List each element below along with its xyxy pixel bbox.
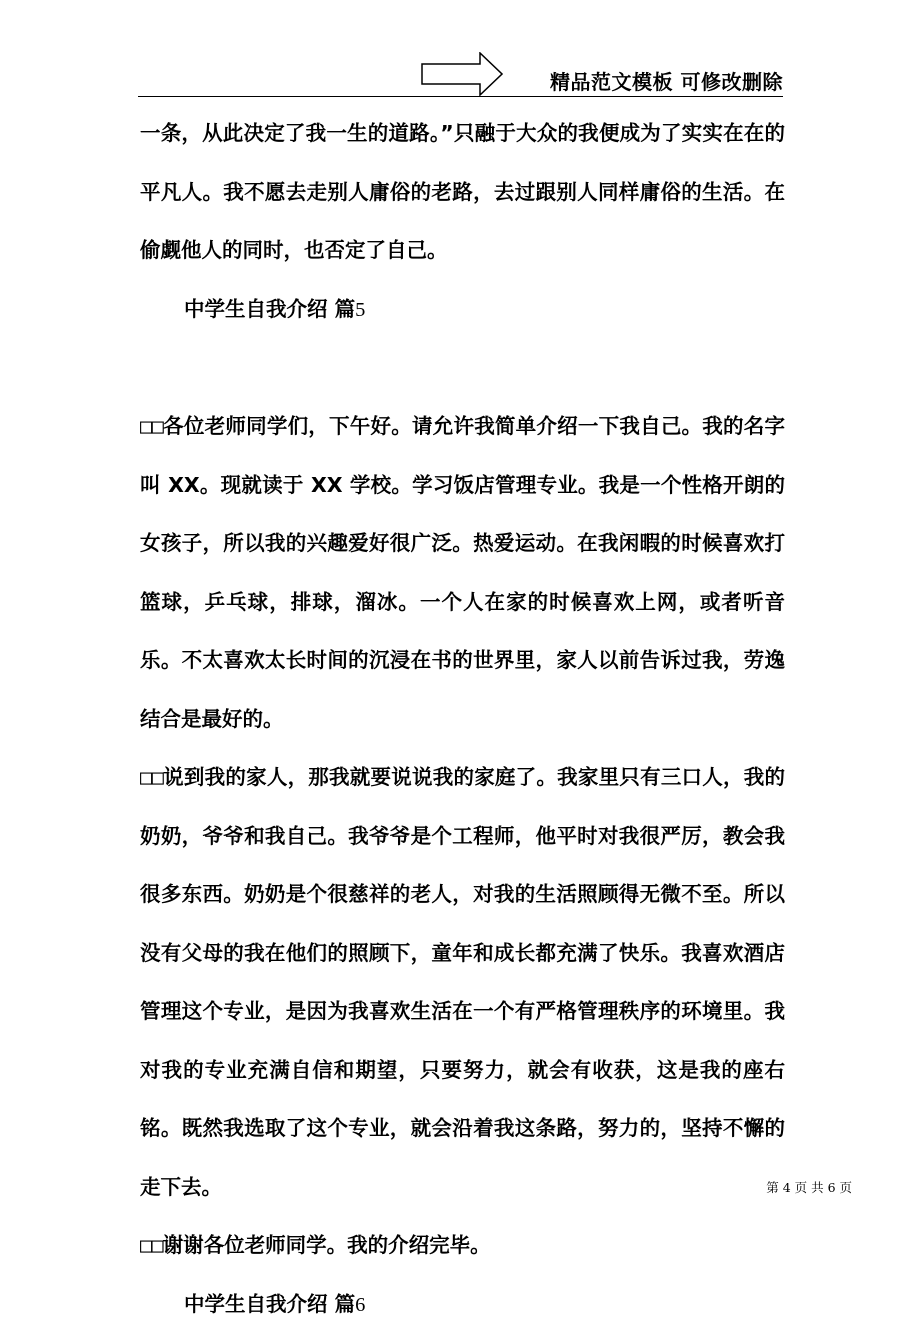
header-divider: [138, 96, 783, 97]
page-number: 第 4 页 共 6 页: [766, 1178, 852, 1196]
header-title: 精品范文模板 可修改删除: [550, 66, 783, 95]
spacer: [140, 339, 785, 397]
document-body: [140, 104, 785, 1334]
continued-paragraph: 一条，从此决定了我一生的道路。”只融于大众的我便成为了实实在在的平凡人。我不愿去走别人庸俗的老路，去过跟别人同样庸俗的生活。在偷觑他人的同时，也否定了自己。: [140, 104, 785, 280]
right-arrow-icon: [421, 52, 503, 96]
section-heading-text: 中学生自我介绍 篇: [184, 1292, 355, 1316]
paragraph: [140, 748, 785, 1216]
paragraph-text: 各位老师同学们，下午好。请允许我简单介绍一下我自己。我的名字叫 XX。现就读于 XX 学校。学习饭店管理专业。我是一个性格开朗的女孩子，所以我的兴趣爱好很广泛。热爱运动。在我闲暇的时候喜欢打篮球，乒乓球，排球，溜冰。一个人在家的时候喜欢上网，或者听音乐。不太喜欢太长时间的沉浸在书的世界里，家人以前告诉过我，劳逸结合是最好的。: [140, 414, 785, 731]
page-header: [138, 50, 783, 98]
paragraph-lead: □□: [140, 414, 163, 438]
paragraph: [140, 1216, 785, 1275]
paragraph-text: 谢谢各位老师同学。我的介绍完毕。: [163, 1233, 491, 1257]
section-heading-number: 5: [355, 299, 365, 321]
section-heading-5: [140, 280, 785, 340]
paragraph: [140, 397, 785, 748]
section-heading-number: 6: [355, 1294, 365, 1316]
paragraph-lead: □□: [140, 1233, 163, 1257]
section-heading-text: 中学生自我介绍 篇: [184, 297, 355, 321]
section-heading-6: [140, 1275, 785, 1334]
paragraph-lead: □□: [140, 765, 163, 789]
paragraph-text: 说到我的家人，那我就要说说我的家庭了。我家里只有三口人，我的奶奶，爷爷和我自己。我爷爷是个工程师，他平时对我很严厉，教会我很多东西。奶奶是个很慈祥的老人，对我的生活照顾得无微不至。所以没有父母的我在他们的照顾下，童年和成长都充满了快乐。我喜欢酒店管理这个专业，是因为我喜欢生活在一个有严格管理秩序的环境里。我对我的专业充满自信和期望，只要努力，就会有收获，这是我的座右铭。既然我选取了这个专业，就会沿着我这条路，努力的，坚持不懈的走下去。: [140, 765, 785, 1199]
